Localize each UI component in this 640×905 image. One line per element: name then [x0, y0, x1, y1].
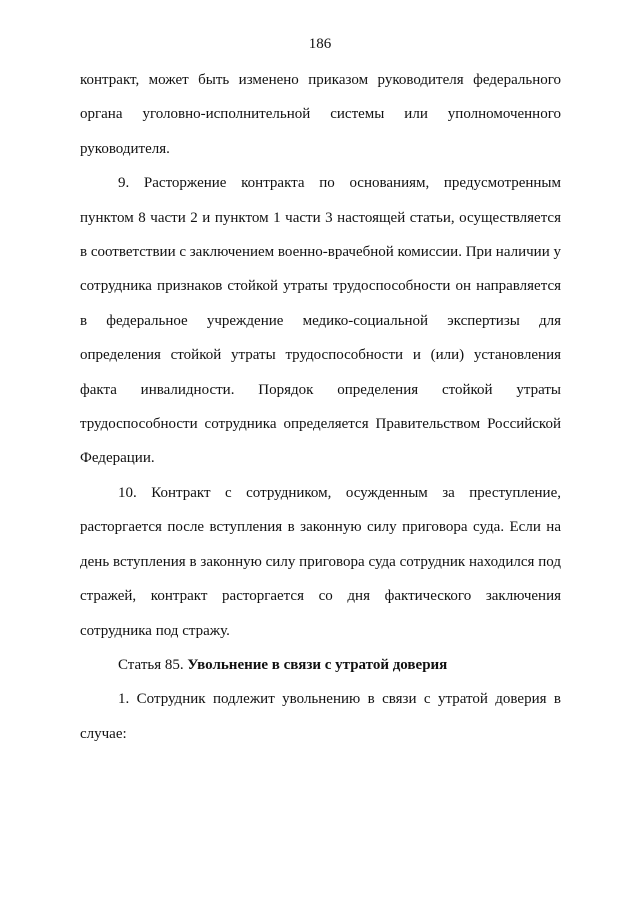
article-title: Увольнение в связи с утратой доверия — [187, 656, 448, 673]
paragraph-article-item-1: 1. Сотрудник подлежит увольнению в связи с утратой доверия в случае: — [80, 691, 561, 742]
document-body — [80, 63, 561, 751]
paragraph-continuation: контракт, может быть изменено приказом руководителя федерального органа уголовно-исполнительной системы или уполномоченного руководителя. — [80, 72, 561, 157]
paragraph-item-9: 9. Расторжение контракта по основаниям, предусмотренным пунктом 8 части 2 и пунктом 1 части 3 настоящей статьи, осуществляется в соответствии с заключением военно-врачебной комиссии. При наличии у сотрудника признаков стойкой утраты трудоспособности он направляется в федеральное учреждение медико-социальной экспертизы для определения стойкой утраты трудоспособности и (или) установления факта инвалидности. Порядок определения стойкой утраты трудоспособности сотрудника определяется Правительством Российской Федерации. — [80, 175, 561, 467]
article-heading — [80, 648, 561, 682]
page-number: 186 — [308, 36, 332, 52]
paragraph-item-10: 10. Контракт с сотрудником, осужденным за преступление, расторгается после вступления в законную силу приговора суда. Если на день вступления в законную силу приговора суда сотрудник находился под стражей, контракт расторгается со дня фактического заключения сотрудника под стражу. — [80, 484, 561, 639]
article-number: Статья 85. — [118, 656, 188, 673]
